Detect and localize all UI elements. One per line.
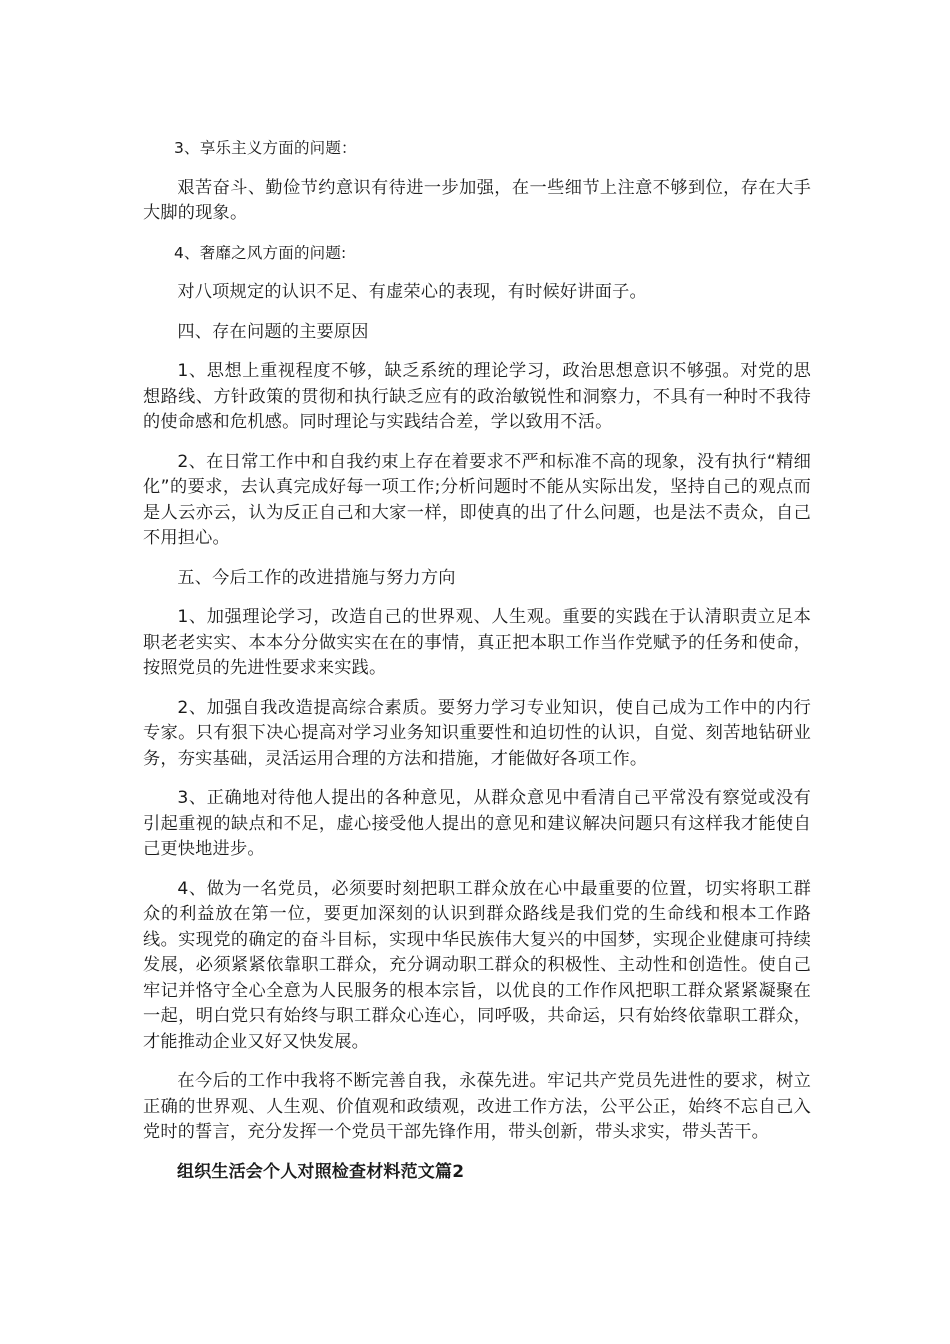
paragraph-measure-3: 3、正确地对待他人提出的各种意见，从群众意见中看清自己平常没有察觉或没有引起重视的缺点和不足，虚心接受他人提出的意见和建议解决问题只有这样我才能使自己更快地进步。 <box>143 788 811 859</box>
paragraph-item-3-heading: 3、享乐主义方面的问题： <box>174 139 357 157</box>
document-page <box>143 136 811 1185</box>
paragraph-measure-1: 1、加强理论学习，改造自己的世界观、人生观。重要的实践在于认清职责立足本职老老实实、本本分分做实实在在的事情，真正把本职工作当作党赋予的任务和使命，按照党员的先进性要求来实践。 <box>143 607 811 678</box>
paragraph-measure-2: 2、加强自我改造提高综合素质。要努力学习专业知识，使自己成为工作中的内行专家。只有狠下决心提高对学习业务知识重要性和迫切性的认识，自觉、刻苦地钻研业务，夯实基础，灵活运用合理的方法和措施，才能做好各项工作。 <box>143 697 811 769</box>
paragraph-measure-4: 4、做为一名党员，必须要时刻把职工群众放在心中最重要的位置，切实将职工群众的利益放在第一位，要更加深刻的认识到群众路线是我们党的生命线和根本工作路线。实现党的确定的奋斗目标，实现中华民族伟大复兴的中国梦，实现企业健康可持续发展，必须紧紧依靠职工群众，充分调动职工群众的积极性、主动性和创造性。使自己牢记并恪守全心全意为人民服务的根本宗旨，以优良的工作作风把职工群众紧紧凝聚在一起，明白党只有始终与职工群众心连心，同呼吸，共命运，只有始终依靠职工群众，才能推动企业又好又快发展。 <box>143 878 811 1052</box>
paragraph-extravagance-issue: 对八项规定的认识不足、有虚荣心的表现，有时候好讲面子。 <box>177 282 647 302</box>
paragraph-cause-1: 1、思想上重视程度不够，缺乏系统的理论学习，政治思想意识不够强。对党的思想路线、方针政策的贯彻和执行缺乏应有的政治敏锐性和洞察力，不具有一种时不我待的使命感和危机感。同时理论与实践结合差，学以致用不活。 <box>143 361 811 432</box>
section-title-part-2: 组织生活会个人对照检查材料范文篇2 <box>177 1161 465 1182</box>
paragraph-hedonism-issue: 艰苦奋斗、勤俭节约意识有待进一步加强，在一些细节上注意不够到位，存在大手大脚的现象。 <box>143 177 811 223</box>
paragraph-conclusion: 在今后的工作中我将不断完善自我，永葆先进。牢记共产党员先进性的要求，树立正确的世界观、人生观、价值观和政绩观，改进工作方法，公平公正，始终不忘自己入党时的誓言，充分发挥一个党员干部先锋作用，带头创新，带头求实，带头苦干。 <box>143 1071 811 1142</box>
section-heading-five: 五、今后工作的改进措施与努力方向 <box>177 567 456 588</box>
section-heading-four: 四、存在问题的主要原因 <box>177 321 369 342</box>
paragraph-cause-2: 2、在日常工作中和自我约束上存在着要求不严和标准不高的现象，没有执行“精细化”的要求，去认真完成好每一项工作;分析问题时不能从实际出发，坚持自己的观点而是人云亦云，认为反正自己和大家一样，即使真的出了什么问题，也是法不责众，自己不用担心。 <box>143 451 811 548</box>
paragraph-item-4-heading: 4、奢靡之风方面的问题: <box>174 243 347 262</box>
